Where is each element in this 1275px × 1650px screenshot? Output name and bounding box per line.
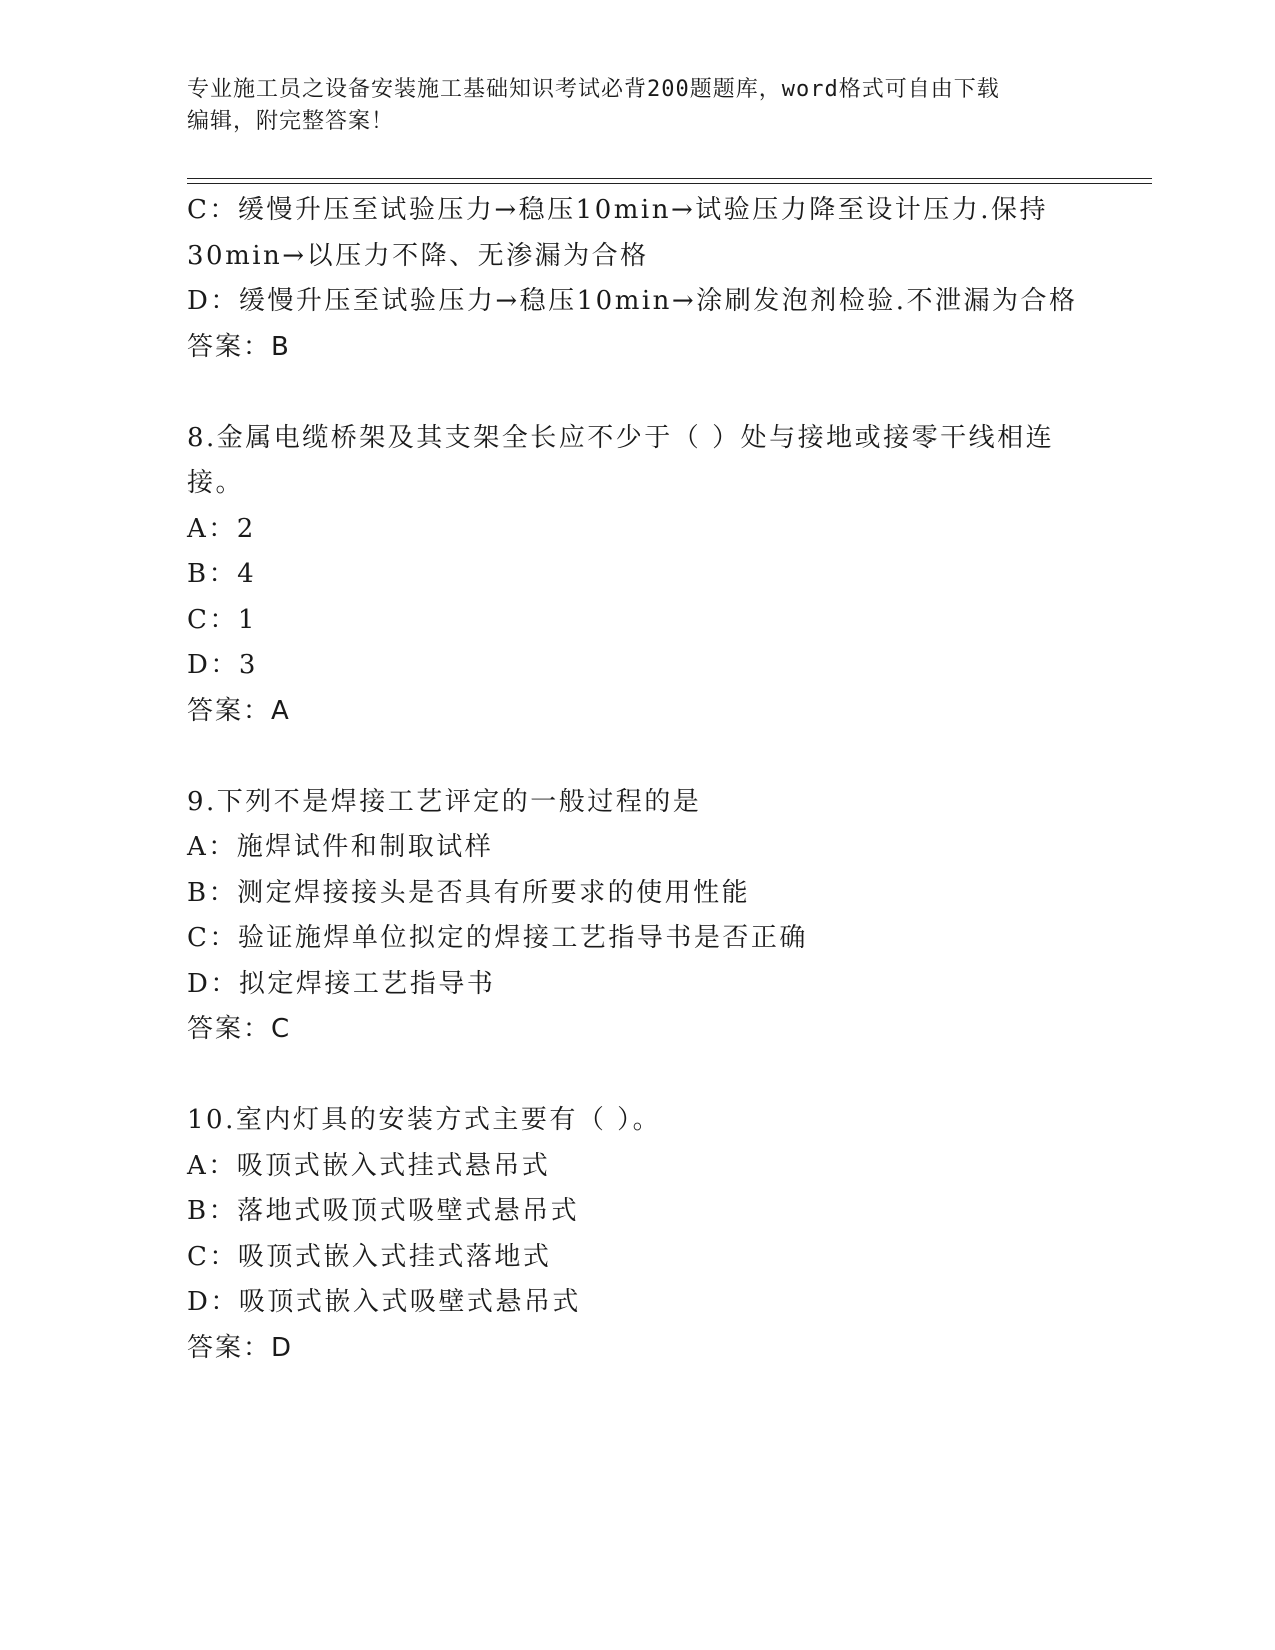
q8-option-d: D：3 [187, 650, 258, 680]
q9-stem: 9.下列不是焊接工艺评定的一般过程的是 [187, 786, 702, 817]
spacer [187, 734, 1127, 780]
q10-option-a: A：吸顶式嵌入式挂式悬吊式 [187, 1150, 551, 1181]
q8-option-c: C：1 [187, 604, 257, 635]
q10-stem: 10.室内灯具的安装方式主要有（ ）。 [187, 1105, 662, 1135]
q10-option-b: B：落地式吸顶式吸壁式悬吊式 [187, 1196, 580, 1226]
q9-option-b: B：测定焊接接头是否具有所要求的使用性能 [187, 877, 751, 908]
question-9 [187, 780, 1127, 1053]
q7-answer: 答案：B [187, 331, 291, 362]
question-7-tail [187, 188, 1127, 370]
question-8 [187, 416, 1127, 735]
header-divider-top [187, 178, 1152, 179]
q8-option-a: A：2 [187, 513, 256, 544]
q10-option-d: D：吸顶式嵌入式吸壁式悬吊式 [187, 1287, 581, 1317]
q8-answer: 答案：A [187, 695, 291, 726]
q8-stem-line1: 8.金属电缆桥架及其支架全长应不少于（ ）处与接地或接零干线相连 [187, 422, 1055, 453]
q8-stem-line2: 接。 [187, 468, 245, 498]
document-body [187, 188, 1127, 1371]
q9-option-a: A：施焊试件和制取试样 [187, 832, 494, 862]
header-title-line2: 编辑，附完整答案！ [187, 109, 395, 134]
q7-option-c-line2: 30min→以压力不降、无渗漏为合格 [187, 240, 649, 271]
question-10 [187, 1098, 1127, 1371]
q9-answer: 答案：C [187, 1014, 292, 1044]
q8-option-b: B：4 [187, 559, 257, 589]
document-header [187, 74, 1067, 138]
header-divider-bottom [187, 183, 1152, 184]
q7-option-d: D：缓慢升压至试验压力→稳压10min→涂刷发泡剂检验.不泄漏为合格 [187, 286, 1078, 316]
q7-option-c-line1: C：缓慢升压至试验压力→稳压10min→试验压力降至设计压力.保持 [187, 195, 1049, 225]
q9-option-c: C：验证施焊单位拟定的焊接工艺指导书是否正确 [187, 923, 808, 953]
header-title-line1: 专业施工员之设备安装施工基础知识考试必背200题题库，word格式可自由下载 [187, 77, 1000, 102]
q10-option-c: C：吸顶式嵌入式挂式落地式 [187, 1241, 552, 1272]
spacer [187, 1053, 1127, 1099]
spacer [187, 370, 1127, 416]
q9-option-d: D：拟定焊接工艺指导书 [187, 968, 496, 999]
q10-answer: 答案：D [187, 1332, 294, 1363]
